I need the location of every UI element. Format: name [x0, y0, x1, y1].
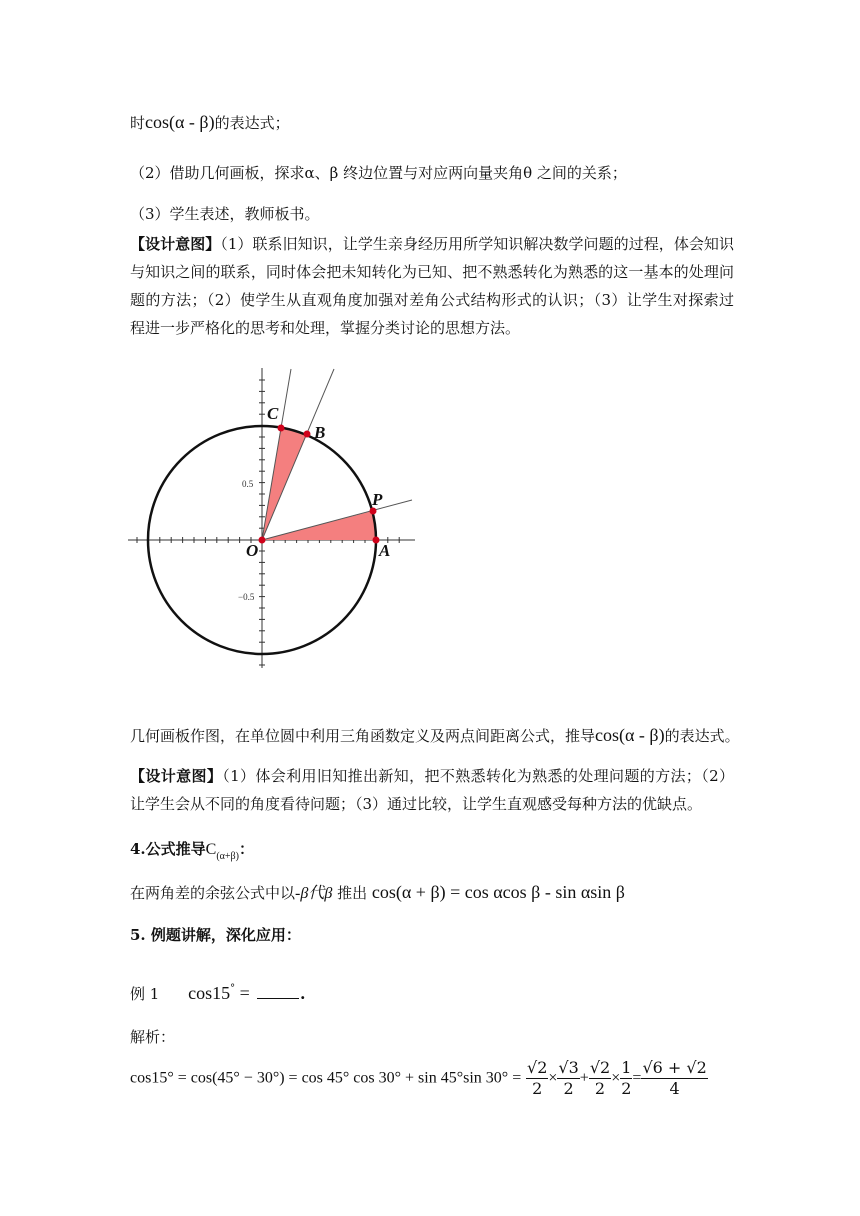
numerator: √6 + √2 [642, 1058, 707, 1077]
geo-expr: cos(α - β) [595, 725, 665, 745]
label-p: P [372, 490, 383, 509]
sum-formula: cos(α + β) = cos αcos β - sin αsin β [371, 882, 625, 902]
point-b [304, 431, 311, 438]
equals-sign: = [632, 1069, 642, 1087]
section-4-c: C [205, 841, 217, 858]
denominator: 2 [594, 1079, 606, 1098]
point-o [259, 537, 266, 544]
design-intent-body: （1）联系旧知识，让学生亲身经历用所学知识解决数学问题的过程，体会知识与知识之间的联系，同时体会把未知转化为已知、把不熟悉转化为熟悉的这一基本的处理问题的方法；（2）使学生从直观角度加强对差角公式结构形式的认识；（3）让学生对探索过程进一步严格化的思考和处理，掌握分类讨论的思想方法。 [130, 235, 734, 337]
section-4-text: 4.公式推导 [130, 840, 206, 858]
design-intent-tag: 【设计意图】 [130, 767, 223, 785]
sub-expr: -β代β [295, 885, 333, 902]
section-4-heading [130, 838, 254, 862]
tick-label-pos-half: 0.5 [242, 479, 254, 489]
ray-ob [262, 369, 334, 540]
intro-line [130, 112, 290, 133]
design-intent-tag: 【设计意图】 [130, 235, 221, 253]
fraction-sqrt3-over-2 [557, 1058, 579, 1099]
example-dot: . [300, 983, 306, 1003]
numerator: √2 [527, 1058, 548, 1077]
label-o: O [246, 541, 259, 560]
example-1 [130, 982, 305, 1004]
numerator: √3 [558, 1058, 579, 1077]
denominator: 4 [669, 1079, 680, 1098]
fraction-one-half [620, 1058, 632, 1099]
point-c [278, 425, 285, 432]
intro-prefix: 时 [130, 114, 146, 132]
intro-suffix: 的表达式； [214, 114, 290, 132]
plus-sign: + [579, 1069, 589, 1087]
times-sign: × [548, 1069, 558, 1087]
unit-circle-figure [125, 365, 425, 670]
step-3: （3）学生表述，教师板书。 [130, 205, 320, 223]
analysis-label: 解析： [130, 1028, 176, 1046]
answer-blank[interactable] [257, 982, 299, 999]
section-4-colon: ： [238, 840, 254, 858]
degree-mark: ° [230, 983, 236, 994]
sub-text-2: 推出 [337, 884, 368, 902]
numerator: √2 [589, 1058, 611, 1077]
numerator: 1 [621, 1058, 632, 1077]
design-intent-1 [130, 230, 734, 342]
solution-line [130, 1058, 708, 1099]
substitution-line [130, 880, 625, 903]
step-2: （2）借助几何画板，探求α、β 终边位置与对应两向量夹角θ 之间的关系； [130, 164, 627, 182]
fraction-sqrt2-over-2 [526, 1058, 548, 1099]
geo-sketch-line [130, 725, 740, 746]
example-expr: cos15 [188, 983, 231, 1003]
label-c: C [267, 404, 279, 423]
cos-diff-expr: cos(α - β) [145, 112, 215, 132]
fraction-result [641, 1058, 707, 1099]
geo-text: 几何画板作图，在单位圆中利用三角函数定义及两点间距离公式，推导 [130, 727, 596, 745]
label-a: A [379, 541, 391, 560]
section-4-subscript: (α+β) [216, 851, 239, 862]
geo-suffix: 的表达式。 [664, 727, 740, 745]
example-label: 例 1 [130, 985, 160, 1003]
fraction-sqrt2-over-2 [589, 1058, 611, 1099]
denominator: 2 [532, 1079, 543, 1098]
label-b: B [314, 423, 326, 442]
denominator: 2 [563, 1079, 574, 1098]
design-intent-2 [130, 762, 734, 818]
sub-text-1: 在两角差的余弦公式中以 [130, 884, 296, 902]
tick-label-neg-half: −0.5 [238, 592, 255, 602]
example-eq: = [235, 983, 250, 1003]
denominator: 2 [621, 1079, 632, 1098]
design-intent-body: （1）体会利用旧知推出新知，把不熟悉转化为熟悉的处理问题的方法；（2）让学生会从不同的角度看待问题；（3）通过比较，让学生直观感受每种方法的优缺点。 [130, 767, 734, 813]
section-5-heading: 5. 例题讲解，深化应用： [130, 926, 301, 944]
solution-part-1: cos15° = cos(45° − 30°) = cos 45° cos 30° + sin 45°sin 30° = [130, 1069, 522, 1087]
times-sign: × [611, 1069, 621, 1087]
